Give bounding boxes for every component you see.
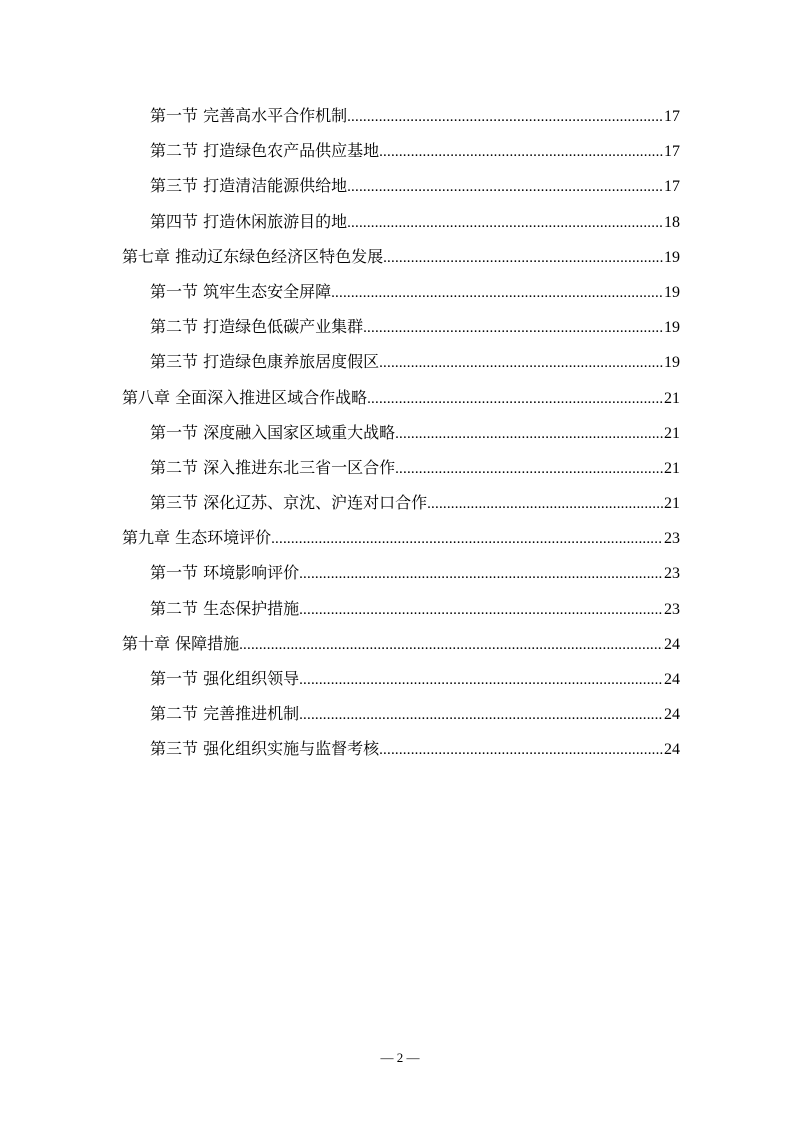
- table-of-contents: [122, 98, 680, 767]
- toc-entry[interactable]: [122, 520, 680, 555]
- toc-entry[interactable]: [122, 204, 680, 239]
- toc-entry-page: 19: [664, 283, 680, 301]
- toc-entry-title: 第一节 强化组织领导: [150, 669, 300, 688]
- toc-dot-leader: [395, 417, 663, 452]
- toc-entry-page: 19: [664, 248, 680, 266]
- toc-entry-title: 第二节 打造绿色农产品供应基地: [150, 141, 380, 161]
- toc-dot-leader: [299, 698, 663, 733]
- toc-dot-leader: [239, 628, 663, 663]
- toc-entry-title: 第一节 环境影响评价: [150, 563, 300, 583]
- toc-entry-title: 第四节 打造休闲旅游目的地: [150, 211, 348, 231]
- toc-entry-title: 第一节 筑牢生态安全屏障: [150, 281, 332, 301]
- toc-dot-leader: [379, 346, 663, 381]
- toc-entry-page: 21: [664, 424, 680, 442]
- toc-entry-page: 21: [664, 389, 680, 407]
- toc-entry[interactable]: [122, 344, 680, 379]
- toc-dot-leader: [395, 452, 663, 487]
- toc-entry-title: 第一节 完善高水平合作机制: [150, 106, 348, 125]
- toc-entry[interactable]: [122, 661, 680, 696]
- page-number-footer: — 2 —: [380, 1050, 420, 1065]
- toc-dot-leader: [347, 170, 663, 205]
- toc-dot-leader: [271, 522, 663, 557]
- toc-entry-title: 第八章 全面深入推进区域合作战略: [122, 387, 368, 407]
- toc-entry[interactable]: [122, 239, 680, 274]
- toc-dot-leader: [299, 557, 663, 592]
- toc-dot-leader: [379, 733, 663, 768]
- toc-entry-title: 第三节 打造清洁能源供给地: [150, 176, 348, 196]
- toc-entry[interactable]: [122, 485, 680, 520]
- toc-entry-title: 第二节 打造绿色低碳产业集群: [150, 317, 364, 337]
- toc-entry[interactable]: [122, 168, 680, 203]
- toc-entry-page: 18: [664, 213, 680, 231]
- toc-entry-page: 24: [664, 635, 680, 653]
- toc-entry-page: 17: [664, 143, 680, 161]
- toc-entry-page: 24: [664, 741, 680, 759]
- toc-entry-page: 17: [664, 108, 680, 125]
- toc-entry-page: 19: [664, 354, 680, 372]
- toc-entry-page: 24: [664, 706, 680, 724]
- toc-entry-page: 23: [664, 565, 680, 583]
- toc-entry[interactable]: [122, 626, 680, 661]
- toc-dot-leader: [383, 241, 663, 276]
- toc-entry-page: 21: [664, 495, 680, 513]
- toc-entry[interactable]: [122, 98, 680, 133]
- toc-entry[interactable]: [122, 555, 680, 590]
- toc-dot-leader: [299, 593, 663, 628]
- toc-entry-title: 第九章 生态环境评价: [122, 528, 272, 548]
- toc-dot-leader: [331, 276, 663, 311]
- toc-entry-title: 第二节 完善推进机制: [150, 704, 300, 724]
- toc-entry-title: 第二节 生态保护措施: [150, 598, 300, 618]
- toc-dot-leader: [363, 311, 663, 346]
- toc-entry-title: 第三节 打造绿色康养旅居度假区: [150, 352, 380, 372]
- toc-entry-page: 21: [664, 459, 680, 477]
- toc-entry-title: 第三节 深化辽苏、京沈、沪连对口合作: [150, 493, 428, 513]
- toc-entry-title: 第十章 保障措施: [122, 633, 240, 653]
- toc-entry[interactable]: [122, 309, 680, 344]
- toc-entry[interactable]: [122, 450, 680, 485]
- toc-entry[interactable]: [122, 133, 680, 168]
- toc-dot-leader: [379, 135, 663, 170]
- toc-entry[interactable]: [122, 415, 680, 450]
- toc-entry-page: 19: [664, 319, 680, 337]
- toc-dot-leader: [347, 206, 663, 241]
- toc-entry[interactable]: [122, 731, 680, 766]
- toc-entry[interactable]: [122, 274, 680, 309]
- toc-entry-title: 第二节 深入推进东北三省一区合作: [150, 457, 396, 477]
- toc-entry-title: 第七章 推动辽东绿色经济区特色发展: [122, 246, 384, 266]
- toc-dot-leader: [347, 100, 663, 135]
- toc-entry[interactable]: [122, 696, 680, 731]
- toc-dot-leader: [299, 663, 663, 698]
- toc-dot-leader: [427, 487, 663, 522]
- toc-dot-leader: [367, 382, 663, 417]
- toc-entry[interactable]: [122, 380, 680, 415]
- toc-entry-page: 17: [664, 178, 680, 196]
- toc-entry-title: 第一节 深度融入国家区域重大战略: [150, 422, 396, 442]
- toc-entry-page: 23: [664, 530, 680, 548]
- toc-entry[interactable]: [122, 591, 680, 626]
- toc-entry-page: 23: [664, 600, 680, 618]
- toc-entry-title: 第三节 强化组织实施与监督考核: [150, 739, 380, 759]
- toc-entry-page: 24: [664, 671, 680, 688]
